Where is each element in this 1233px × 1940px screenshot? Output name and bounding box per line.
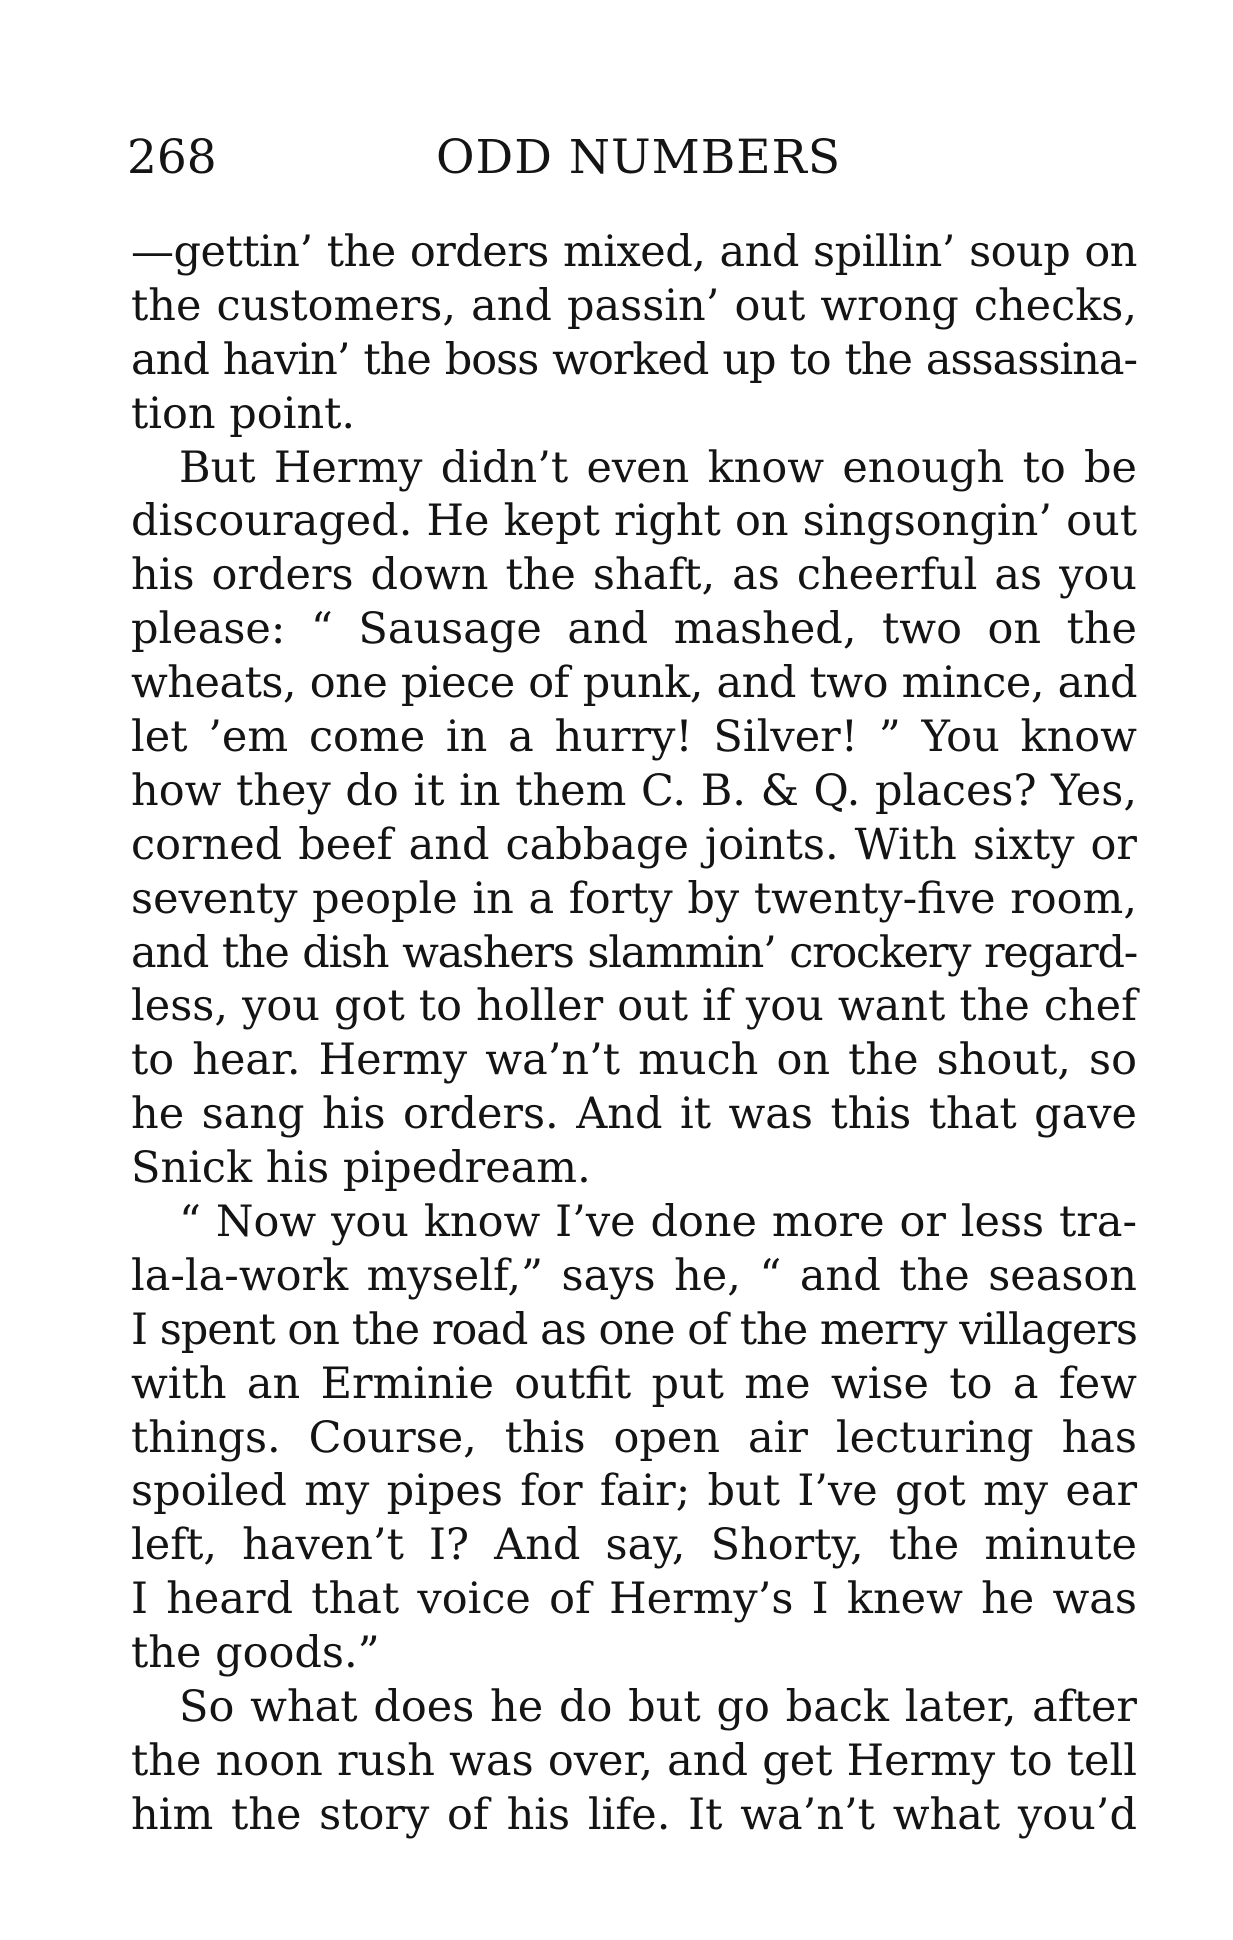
text-line: la-la-work myself,” says he, “ and the season [131,1250,1137,1301]
text-line: I heard that voice of Hermy’s I knew he was [131,1574,1137,1625]
text-line: discouraged. He kept right on singsongin’ out [131,496,1137,547]
text-line: So what does he do but go back later, after [179,1682,1137,1733]
text-line: I spent on the road as one of the merry villagers [131,1304,1137,1355]
text-line: Snick his pipedream. [131,1143,591,1194]
running-head: ODD NUMBERS [436,130,842,185]
text-line: tion point. [131,388,356,439]
text-line: spoiled my pipes for fair; but I’ve got my ear [131,1466,1137,1517]
text-line: and havin’ the boss worked up to the assassina- [131,334,1137,385]
text-line: less, you got to holler out if you want the chef [131,981,1137,1032]
text-line: him the story of his life. It wa’n’t what you’d [131,1789,1137,1840]
text-line: “ Now you know I’ve done more or less tra- [179,1197,1137,1248]
page-header [127,128,1137,188]
text-line: let ’em come in a hurry! Silver! ” You know [131,712,1137,763]
text-line: things. Course, this open air lecturing has [131,1412,1137,1463]
text-line: the goods.” [131,1628,380,1679]
text-line: wheats, one piece of punk, and two mince, and [131,658,1137,709]
text-line: he sang his orders. And it was this that gave [131,1089,1137,1140]
text-line: and the dish washers slammin’ crockery regard- [131,927,1137,978]
text-line: please: “ Sausage and mashed, two on the [131,604,1137,655]
text-line: how they do it in them C. B. & Q. places? Yes, [131,765,1137,816]
text-line: to hear. Hermy wa’n’t much on the shout, so [131,1035,1137,1086]
body-text [131,226,1137,1843]
text-line: his orders down the shaft, as cheerful as you [131,550,1137,601]
text-line: the customers, and passin’ out wrong checks, [131,280,1137,331]
text-line: with an Erminie outfit put me wise to a few [131,1358,1137,1409]
text-line: the noon rush was over, and get Hermy to tell [131,1735,1137,1786]
page-number: 268 [127,130,217,185]
text-line: But Hermy didn’t even know enough to be [179,442,1137,493]
text-line: seventy people in a forty by twenty-five room, [131,873,1137,924]
text-line: corned beef and cabbage joints. With sixty or [131,819,1137,870]
text-line: —gettin’ the orders mixed, and spillin’ soup on [131,227,1137,277]
text-line: left, haven’t I? And say, Shorty, the minute [131,1520,1137,1571]
